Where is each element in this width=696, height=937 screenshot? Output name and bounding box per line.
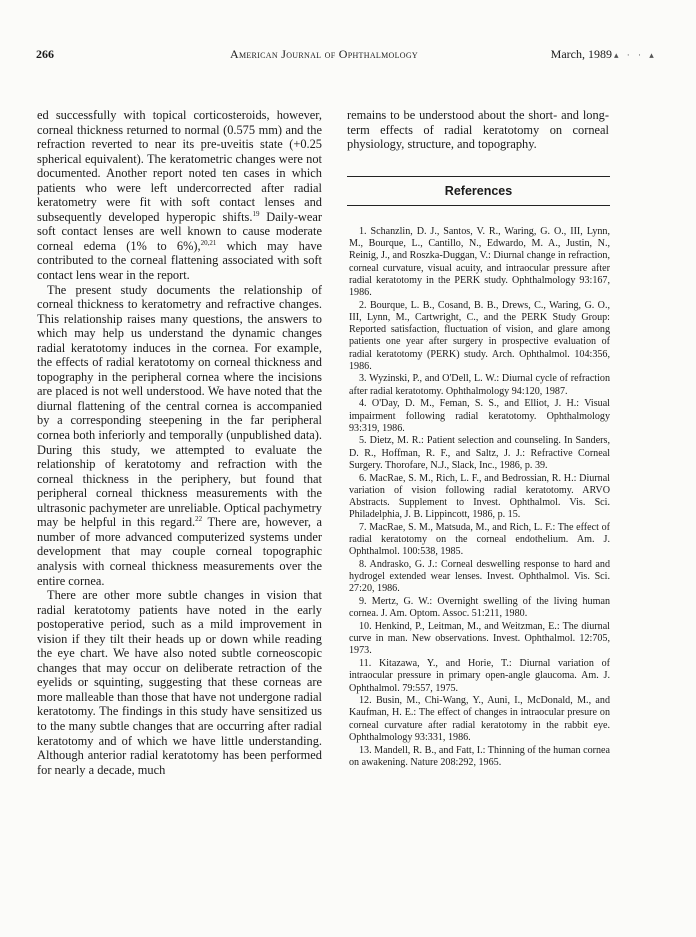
right-column-text bbox=[347, 108, 609, 152]
reference-item: 8. Andrasko, G. J.: Corneal deswelling response to hard and hydrogel extended wear lenses. Invest. Ophthalmol. Vis. Sci. 27:20, 1986. bbox=[349, 558, 610, 595]
paragraph: ed successfully with topical corticosteroids, however, corneal thickness returned to normal (0.575 mm) and the refraction reverted to near its pre-uveitis state (+0.25 spherical equivalent). The keratometric changes were not documented. Another report noted ten cases in which patients who were left undercorrected after radial keratometry were fit with soft contact lenses and subsequently developed hyperopic shifts.$^{19}$ Daily-wear soft contact lenses are well known to cause moderate corneal edema (1% to 6%),$^{20,21}$ which may have contributed to the corneal flattening associated with soft contact lens wear in the report. bbox=[37, 108, 323, 283]
reference-item: 5. Dietz, M. R.: Patient selection and counseling. In Sanders, D. R., Hoffman, R. F., and Saltz, J. J.: Refractive Corneal Surgery. Thorofare, N.J., Slack, Inc., 1986, p. 39. bbox=[349, 435, 610, 471]
left-column bbox=[37, 108, 322, 777]
reference-item: 11. Kitazawa, Y., and Horie, T.: Diurnal variation of intraocular pressure in primary open-angle glaucoma. Am. J. Ophthalmol. 79:557, 1975. bbox=[349, 658, 610, 694]
references-rule-top bbox=[347, 176, 610, 177]
reference-item: 9. Mertz, G. W.: Overnight swelling of the living human cornea. J. Am. Optom. Assoc. 51:211, 1980. bbox=[349, 596, 610, 620]
references-heading: References bbox=[444, 184, 513, 198]
scan-marks: ▴ · · ▴ bbox=[614, 50, 657, 60]
reference-item: 6. MacRae, S. M., Rich, L. F., and Bedrossian, R. H.: Diurnal variation of vision following radial keratotomy. ARVO Abstracts. Supplement to Invest. Ophthalmol. Vis. Sci. Philadelphia, J. B. Lippincott, 1986, p. 15. bbox=[349, 472, 610, 521]
reference-item: 4. O'Day, D. M., Feman, S. S., and Elliot, J. H.: Visual impairment following radial keratotomy. Ophthalmology 93:319, 1986. bbox=[349, 398, 610, 434]
reference-item: 2. Bourque, L. B., Cosand, B. B., Drews, C., Waring, G. O., III, Lynn, M., Cartwright, C., and the PERK Study Group: Reported satisfaction, fluctuation of vision, and glare among patients one year after surgery in prospective evaluation of radial keratotomy (PERK) study. Arch. Ophthalmol. 104:356, 1986. bbox=[349, 299, 610, 372]
paragraph: remains to be understood about the short- and long-term effects of radial keratotomy on corneal physiology, structure, and topography. bbox=[347, 108, 609, 152]
reference-item: 10. Henkind, P., Leitman, M., and Weitzman, E.: The diurnal curve in man. New observations. Invest. Ophthalmol. 12:705, 1973. bbox=[349, 621, 610, 657]
reference-item: 12. Busin, M., Chi-Wang, Y., Auni, I., McDonald, M., and Kaufman, H. E.: The effect of changes in intraocular presure on corneal curvature after radial keratotomy in the rabbit eye. Ophthalmology 93:331, 1986. bbox=[349, 695, 610, 743]
issue-date: March, 1989 bbox=[550, 47, 612, 61]
page-number: 266 bbox=[36, 47, 54, 61]
running-header bbox=[36, 47, 612, 65]
paragraph: The present study documents the relationship of corneal thickness to keratometry and refractive changes. This relationship raises many questions, the answers to which may help us understand the dynamic changes radial keratotomy induces in the cornea. For example, the effects of radial keratotomy on corneal thickness and topography in the peripheral cornea where the incisions are placed is not well understood. We have noted that the diurnal flattening of the central cornea is accompanied by a corresponding steepening in the far peripheral cornea both inferiorly and temporally (unpublished data). During this study, we attempted to evaluate the relationship of keratotomy and refraction with the corneal thickness in the periphery, but found that peripheral corneal thickness measurements with the ultrasonic pachymeter are unreliable. Optical pachymetry may be helpful in this regard.$^{22}$ There are, however, a number of more advanced computerized systems under development that may couple corneal topographic analysis with corneal thickness measurements over the entire cornea. bbox=[37, 282, 322, 588]
references-list bbox=[349, 226, 610, 769]
journal-title: American Journal of Ophthalmology bbox=[229, 47, 418, 61]
reference-item: 1. Schanzlin, D. J., Santos, V. R., Waring, G. O., III, Lynn, M., Bourque, L., Cantillo, N., Edwardo, M. A., Justin, N., Reinig, J., and Roszka-Duggan, V.: Diurnal change in refraction, corneal curvature, visual acuity, and intraocular pressure after radial keratotomy in the PERK study. Ophthalmology 93:167, 1986. bbox=[349, 226, 610, 299]
paragraph: There are other more subtle changes in vision that radial keratotomy patients have noted in the early postoperative period, such as a mild improvement in vision if they tilt their heads up or down while reading the eye chart. We have also noted subtle corneoscopic changes that may occur on deliberate retraction of the eyelids or squinting, suggesting that these corneas are more malleable than those that have not undergone radial keratotomy. The findings in this study have sensitized us to the many subtle changes that are occurring after radial keratotomy and of which we have little understanding. Although anterior radial keratotomy has been performed for nearly a decade, much bbox=[37, 588, 322, 777]
reference-item: 3. Wyzinski, P., and O'Dell, L. W.: Diurnal cycle of refraction after radial keratotomy. Ophthalmology 94:120, 1987. bbox=[349, 373, 610, 397]
reference-item: 7. MacRae, S. M., Matsuda, M., and Rich, L. F.: The effect of radial keratotomy on the corneal endothelium. Am. J. Ophthalmol. 100:538, 1985. bbox=[349, 521, 610, 558]
reference-item: 13. Mandell, R. B., and Fatt, I.: Thinning of the human cornea on awakening. Nature 208:292, 1965. bbox=[349, 744, 610, 768]
references-rule-bottom bbox=[347, 205, 610, 206]
